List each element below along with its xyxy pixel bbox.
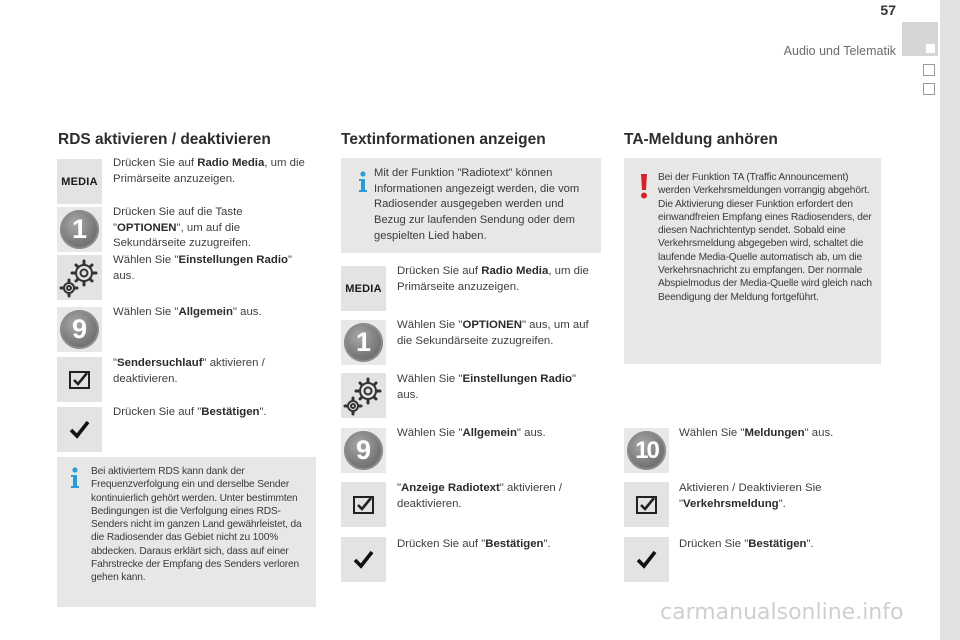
col1-step3: Wählen Sie "Einstellungen Radio" aus. — [113, 254, 293, 282]
col3-title: TA-Meldung anhören — [624, 131, 778, 148]
chapter-tab[interactable] — [923, 64, 935, 76]
col1-step4: Wählen Sie "Allgemein" aus. — [113, 306, 262, 318]
col1-step2: Drücken Sie auf die Taste "OPTIONEN", um auf die Sekundärseite zuzugreifen. — [113, 206, 252, 249]
col1-title: RDS aktivieren / deaktivieren — [58, 131, 271, 148]
number-1-icon: 1 — [57, 207, 102, 252]
media-button-icon: MEDIA — [341, 266, 386, 311]
page-number: 57 — [880, 2, 896, 18]
col1-info-box — [57, 457, 316, 607]
col2-title: Textinformationen anzeigen — [341, 131, 546, 148]
confirm-check-icon — [341, 537, 386, 582]
media-button-icon: MEDIA — [57, 159, 102, 204]
col3-step3: Drücken Sie "Bestätigen". — [679, 538, 814, 550]
number-1-icon: 1 — [341, 320, 386, 365]
info-icon — [353, 170, 373, 194]
number-9-icon: 9 — [341, 428, 386, 473]
col2-step5: "Anzeige Radiotext" aktivieren / deaktivieren. — [397, 482, 563, 510]
col3-step1: Wählen Sie "Meldungen" aus. — [679, 427, 834, 439]
checkbox-toggle-icon — [57, 357, 102, 402]
col2-step4: Wählen Sie "Allgemein" aus. — [397, 427, 546, 439]
col1-step6: Drücken Sie auf "Bestätigen". — [113, 406, 267, 418]
col2-info-text: Mit der Funktion "Radiotext" können Informationen angezeigt werden, die vom Radiosender ausgegeben werden und Bezug zur laufenden Sendung oder dem gespielten Lied haben. — [374, 167, 580, 242]
col2-step1: Drücken Sie auf Radio Media, um die Primärseite anzuzeigen. — [397, 265, 589, 293]
col3-warning-text: Bei der Funktion TA (Traffic Announcement) werden Verkehrsmeldungen vorrangig abgehört. Die Aktivierung dieser Funktion erfordert den einwandfreien Empfang eines Radiosenders, der diesen Nachrichtentyp sendet. Sobald eine Verkehrsmeldung abgegeben wird, schaltet die laufende Media-Quelle automatisch ab, um die Verkehrsnachricht zu empfangen. Der normale Abspielmodus der Media-Quelle wird gleich nach Beendigung der Meldung fortgeführt. — [658, 172, 872, 303]
col2-info-box — [341, 158, 601, 253]
col2-step6: Drücken Sie auf "Bestätigen". — [397, 538, 551, 550]
confirm-check-icon — [57, 407, 102, 452]
settings-gear-icon — [341, 373, 386, 418]
number-10-icon: 10 — [624, 428, 669, 473]
checkbox-toggle-icon — [624, 482, 669, 527]
settings-gear-icon — [57, 255, 102, 300]
col2-step2: Wählen Sie "OPTIONEN" aus, um auf die Sekundärseite zuzugreifen. — [397, 319, 589, 347]
side-strip — [940, 0, 960, 640]
col1-step1: Drücken Sie auf Radio Media, um die Primärseite anzuzeigen. — [113, 157, 305, 185]
section-title: Audio und Telematik — [783, 44, 896, 58]
col3-warning-box — [624, 158, 881, 364]
col1-info-text: Bei aktiviertem RDS kann dank der Frequenzverfolgung ein und derselbe Sender kontinuierlich gehört werden. Unter bestimmten Bedingungen ist die Verfolgung eines RDS-Senders nicht im ganzen Land gewährleistet, da die Radiosender das Gebiet nicht zu 100% abdecken. Daraus erklärt sich, dass auf einer Fahrstrecke der Empfang des Senders verloren gehen kann. — [91, 466, 302, 584]
warning-exclamation-icon — [638, 172, 650, 200]
col2-step3: Wählen Sie "Einstellungen Radio" aus. — [397, 373, 577, 401]
col1-step5: "Sendersuchlauf" aktivieren / deaktivieren. — [113, 357, 265, 385]
checkbox-toggle-icon — [341, 482, 386, 527]
col3-step2: Aktivieren / Deaktivieren Sie "Verkehrsmeldung". — [679, 482, 822, 510]
chapter-tab[interactable] — [923, 83, 935, 95]
number-9-icon: 9 — [57, 307, 102, 352]
info-icon — [65, 466, 85, 490]
confirm-check-icon — [624, 537, 669, 582]
chapter-tab-active[interactable] — [902, 22, 938, 56]
watermark: carmanualsonline.info — [660, 600, 904, 625]
